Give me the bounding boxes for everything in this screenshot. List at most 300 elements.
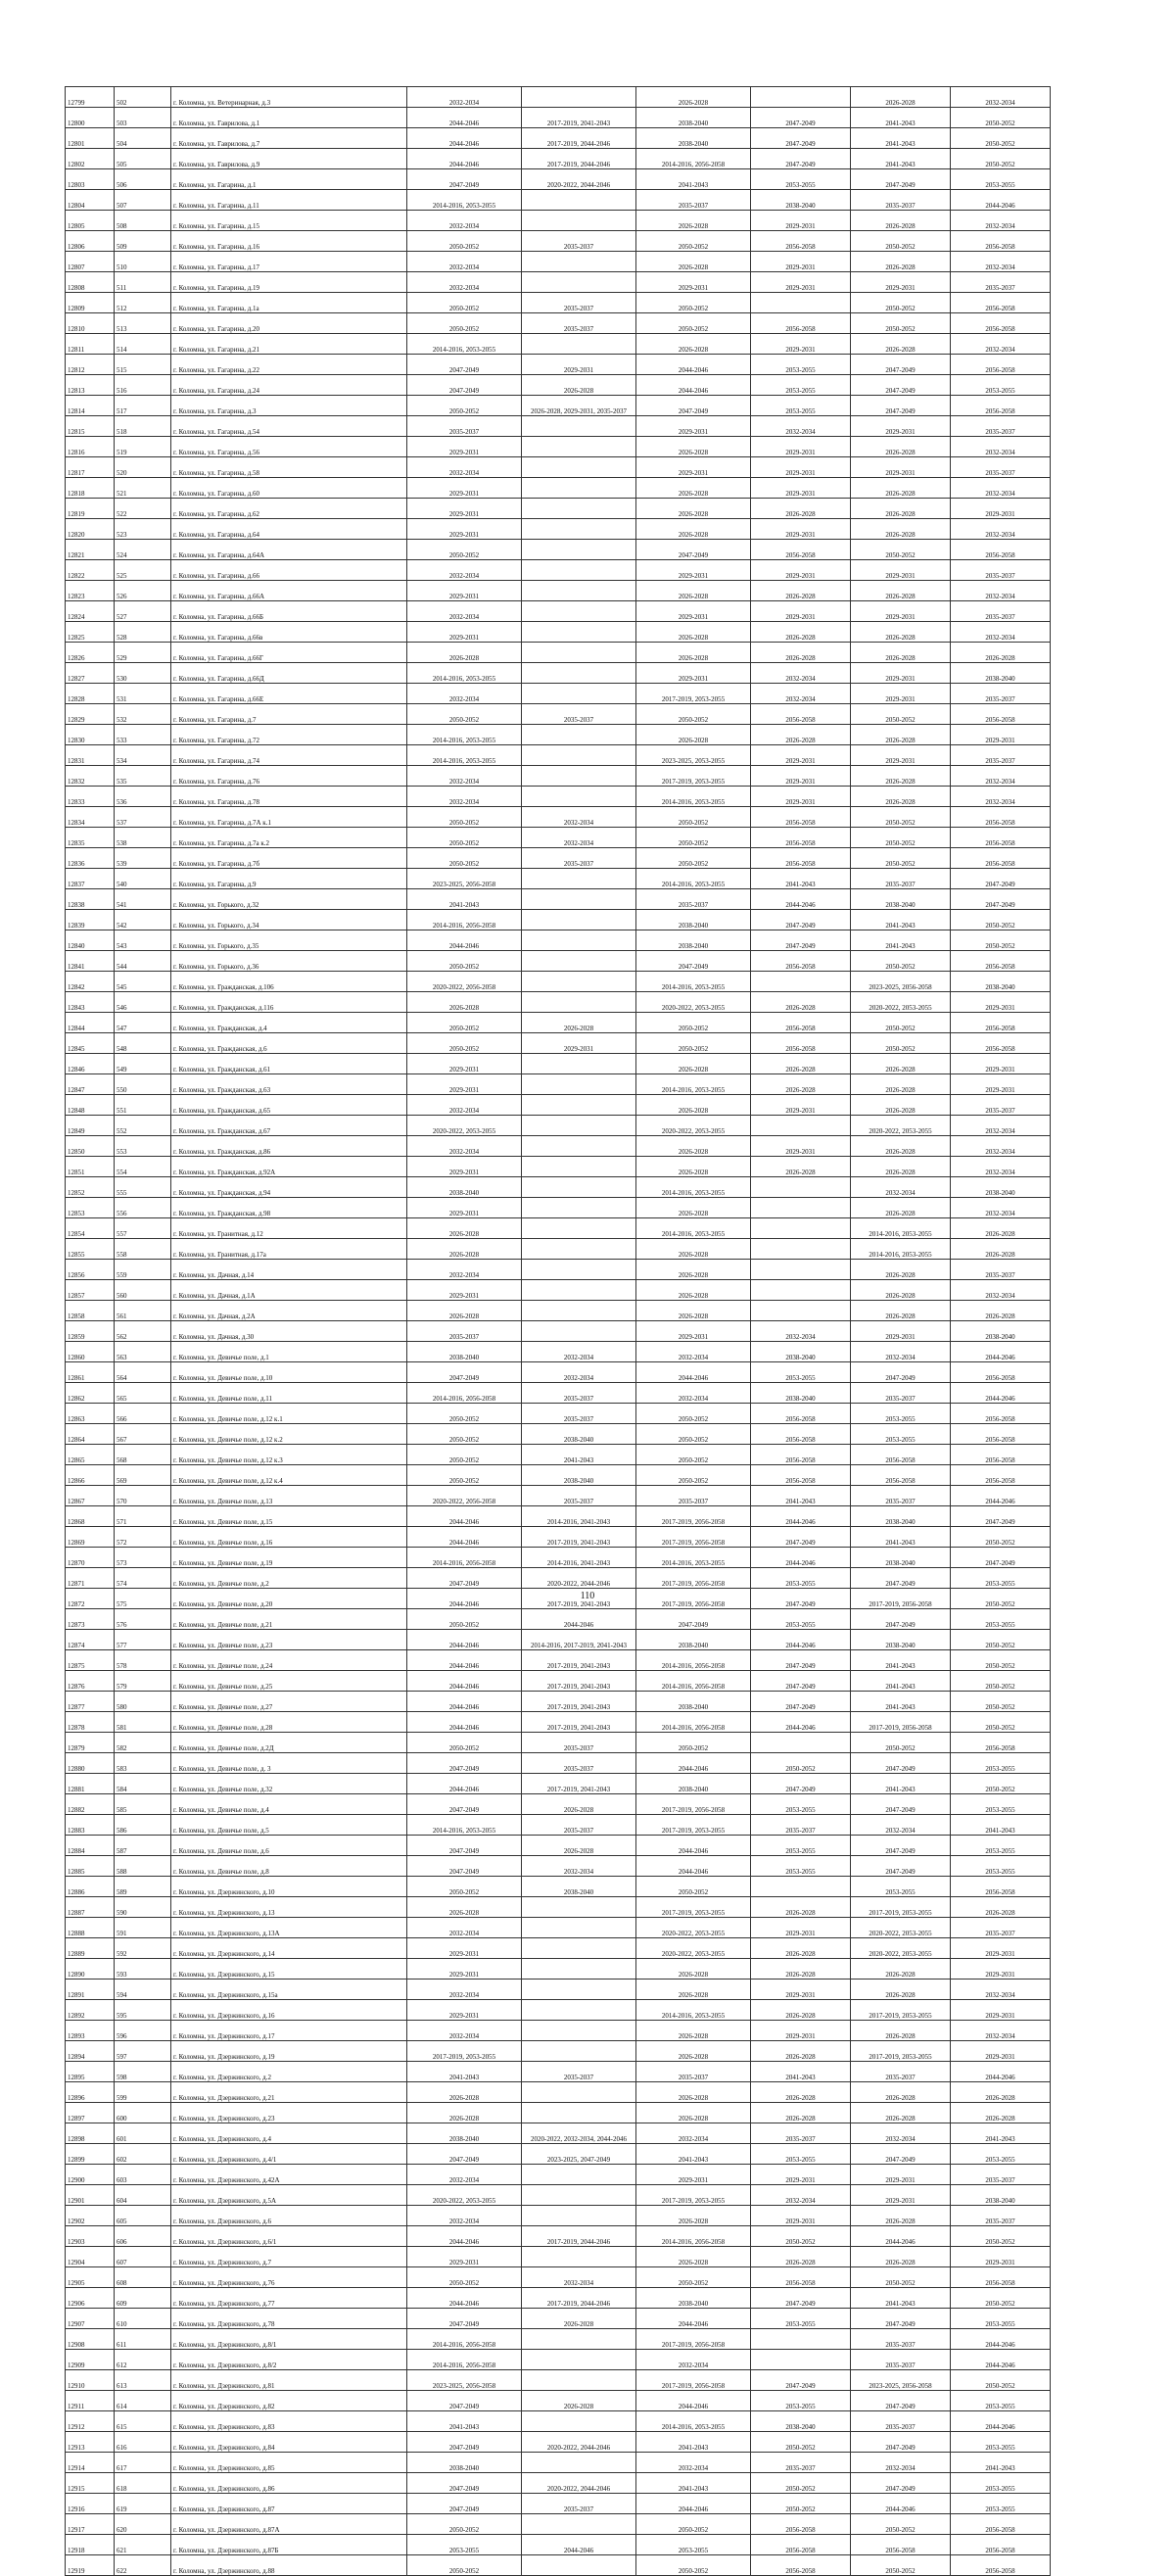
row-id-cell: 12916 <box>66 2494 115 2514</box>
period-cell: 2056-2058 <box>951 1404 1051 1424</box>
period-cell: 2032-2034 <box>851 1815 951 1836</box>
table-row <box>66 2391 1051 2411</box>
period-cell: 2029-2031 <box>407 1959 522 1980</box>
table-row <box>66 519 1051 540</box>
period-cell: 2038-2040 <box>951 1177 1051 1198</box>
period-cell: 2047-2049 <box>851 375 951 396</box>
period-cell: 2026-2028 <box>636 2082 751 2103</box>
period-cell: 2044-2046 <box>751 1630 851 1650</box>
row-id-cell: 12856 <box>66 1260 115 1280</box>
period-cell: 2032-2034 <box>951 437 1051 457</box>
period-cell: 2035-2037 <box>522 1753 636 1774</box>
table-row <box>66 437 1051 457</box>
period-cell: 2047-2049 <box>751 1527 851 1548</box>
period-cell: 2050-2052 <box>407 951 522 972</box>
period-cell: 2035-2037 <box>951 560 1051 581</box>
address-cell: г. Коломна, ул. Девичье поле, д.21 <box>171 1609 407 1630</box>
period-cell: 2035-2037 <box>851 2350 951 2370</box>
period-cell: 2029-2031 <box>951 1074 1051 1095</box>
row-number-cell: 557 <box>115 1218 171 1239</box>
period-cell: 2053-2055 <box>751 169 851 190</box>
address-cell: г. Коломна, ул. Дзержинского, д.87Б <box>171 2535 407 2555</box>
period-cell: 2014-2016, 2053-2055 <box>636 2411 751 2432</box>
period-cell: 2038-2040 <box>751 190 851 211</box>
period-cell: 2020-2022, 2044-2046 <box>522 1568 636 1589</box>
table-row <box>66 87 1051 108</box>
period-cell: 2050-2052 <box>851 951 951 972</box>
period-cell: 2026-2028 <box>851 1054 951 1074</box>
table-row <box>66 889 1051 910</box>
row-number-cell: 579 <box>115 1671 171 1692</box>
row-number-cell: 565 <box>115 1383 171 1404</box>
period-cell: 2050-2052 <box>407 807 522 828</box>
period-cell: 2041-2043 <box>851 1527 951 1548</box>
period-cell: 2038-2040 <box>751 1342 851 1362</box>
address-cell: г. Коломна, ул. Девичье поле, д.32 <box>171 1774 407 1794</box>
period-cell <box>522 663 636 684</box>
row-id-cell: 12907 <box>66 2309 115 2329</box>
period-cell: 2017-2019, 2056-2058 <box>636 1589 751 1609</box>
table-row <box>66 313 1051 334</box>
period-cell: 2035-2037 <box>951 1095 1051 1116</box>
address-cell: г. Коломна, ул. Гагарина, д.11 <box>171 190 407 211</box>
period-cell: 2029-2031 <box>522 1033 636 1054</box>
period-cell <box>751 1301 851 1321</box>
period-cell: 2053-2055 <box>751 1609 851 1630</box>
row-id-cell: 12799 <box>66 87 115 108</box>
row-number-cell: 503 <box>115 108 171 128</box>
period-cell: 2026-2028 <box>636 1239 751 1260</box>
period-cell: 2026-2028 <box>951 1301 1051 1321</box>
period-cell: 2032-2034 <box>636 1383 751 1404</box>
period-cell <box>522 1918 636 1938</box>
period-cell: 2047-2049 <box>951 1548 1051 1568</box>
address-cell: г. Коломна, ул. Гражданская, д.4 <box>171 1013 407 1033</box>
period-cell: 2050-2052 <box>636 313 751 334</box>
row-id-cell: 12877 <box>66 1692 115 1712</box>
period-cell: 2038-2040 <box>636 1692 751 1712</box>
period-cell: 2029-2031 <box>751 437 851 457</box>
period-cell: 2047-2049 <box>407 2494 522 2514</box>
period-cell: 2053-2055 <box>951 1856 1051 1877</box>
table-row <box>66 1877 1051 1897</box>
period-cell: 2056-2058 <box>751 848 851 869</box>
period-cell: 2020-2022, 2044-2046 <box>522 2473 636 2494</box>
period-cell: 2029-2031 <box>951 1959 1051 1980</box>
period-cell: 2032-2034 <box>951 211 1051 231</box>
period-cell: 2044-2046 <box>851 2226 951 2247</box>
table-row <box>66 2247 1051 2267</box>
period-cell: 2026-2028 <box>522 1794 636 1815</box>
row-id-cell: 12896 <box>66 2082 115 2103</box>
period-cell: 2047-2049 <box>851 1568 951 1589</box>
row-id-cell: 12897 <box>66 2103 115 2123</box>
row-id-cell: 12808 <box>66 272 115 293</box>
period-cell: 2026-2028 <box>851 334 951 355</box>
period-cell: 2026-2028 <box>751 643 851 663</box>
period-cell: 2029-2031 <box>751 787 851 807</box>
address-cell: г. Коломна, ул. Гагарина, д.22 <box>171 355 407 375</box>
address-cell: г. Коломна, ул. Дзержинского, д.8/1 <box>171 2329 407 2350</box>
period-cell <box>522 211 636 231</box>
address-cell: г. Коломна, ул. Гагарина, д.17 <box>171 252 407 272</box>
period-cell: 2035-2037 <box>407 416 522 437</box>
period-cell: 2020-2022, 2056-2058 <box>407 972 522 992</box>
period-cell: 2023-2025, 2056-2058 <box>851 972 951 992</box>
period-cell: 2050-2052 <box>851 231 951 252</box>
period-cell: 2017-2019, 2041-2043 <box>522 1692 636 1712</box>
row-id-cell: 12850 <box>66 1136 115 1157</box>
address-cell: г. Коломна, ул. Гагарина, д.66Е <box>171 684 407 704</box>
period-cell: 2032-2034 <box>407 601 522 622</box>
period-cell: 2032-2034 <box>407 1260 522 1280</box>
period-cell: 2050-2052 <box>407 848 522 869</box>
row-number-cell: 554 <box>115 1157 171 1177</box>
row-number-cell: 606 <box>115 2226 171 2247</box>
period-cell: 2029-2031 <box>851 457 951 478</box>
period-cell: 2038-2040 <box>636 108 751 128</box>
row-id-cell: 12807 <box>66 252 115 272</box>
period-cell: 2056-2058 <box>851 1465 951 1486</box>
period-cell: 2026-2028 <box>851 519 951 540</box>
table-row <box>66 1609 1051 1630</box>
period-cell: 2056-2058 <box>951 951 1051 972</box>
period-cell: 2047-2049 <box>751 1650 851 1671</box>
period-cell <box>751 1239 851 1260</box>
period-cell: 2029-2031 <box>751 519 851 540</box>
period-cell: 2050-2052 <box>636 704 751 725</box>
period-cell: 2038-2040 <box>407 2123 522 2144</box>
table-row <box>66 1465 1051 1486</box>
table-row <box>66 2021 1051 2041</box>
row-id-cell: 12915 <box>66 2473 115 2494</box>
period-cell <box>522 1095 636 1116</box>
period-cell: 2029-2031 <box>407 1074 522 1095</box>
period-cell: 2047-2049 <box>636 1609 751 1630</box>
row-id-cell: 12888 <box>66 1918 115 1938</box>
period-cell: 2032-2034 <box>951 1198 1051 1218</box>
address-cell: г. Коломна, ул. Девичье поле, д.8 <box>171 1856 407 1877</box>
row-number-cell: 510 <box>115 252 171 272</box>
period-cell: 2050-2052 <box>851 2555 951 2576</box>
table-row <box>66 1568 1051 1589</box>
period-cell: 2026-2028 <box>407 2082 522 2103</box>
address-cell: г. Коломна, ул. Девичье поле, д.12 к.4 <box>171 1465 407 1486</box>
row-id-cell: 12820 <box>66 519 115 540</box>
period-cell: 2038-2040 <box>407 2453 522 2473</box>
period-cell: 2053-2055 <box>407 2535 522 2555</box>
table-row <box>66 2535 1051 2555</box>
period-cell <box>522 2514 636 2535</box>
row-number-cell: 616 <box>115 2432 171 2453</box>
period-cell: 2044-2046 <box>751 889 851 910</box>
period-cell: 2035-2037 <box>951 416 1051 437</box>
row-number-cell: 574 <box>115 1568 171 1589</box>
row-number-cell: 541 <box>115 889 171 910</box>
address-cell: г. Коломна, ул. Дзержинского, д.15 <box>171 1959 407 1980</box>
period-cell: 2026-2028 <box>636 211 751 231</box>
period-cell: 2029-2031 <box>407 519 522 540</box>
period-cell: 2014-2016, 2056-2058 <box>407 1548 522 1568</box>
period-cell: 2023-2025, 2053-2055 <box>636 745 751 766</box>
period-cell <box>522 1074 636 1095</box>
period-cell: 2047-2049 <box>751 149 851 169</box>
row-number-cell: 536 <box>115 787 171 807</box>
period-cell: 2032-2034 <box>522 2267 636 2288</box>
row-id-cell: 12817 <box>66 457 115 478</box>
table-row <box>66 1836 1051 1856</box>
period-cell: 2047-2049 <box>851 396 951 416</box>
period-cell: 2032-2034 <box>951 622 1051 643</box>
period-cell: 2056-2058 <box>751 1424 851 1445</box>
period-cell: 2029-2031 <box>407 581 522 601</box>
row-id-cell: 12899 <box>66 2144 115 2165</box>
address-cell: г. Коломна, ул. Горького, д.32 <box>171 889 407 910</box>
period-cell: 2050-2052 <box>951 2288 1051 2309</box>
row-number-cell: 608 <box>115 2267 171 2288</box>
period-cell: 2029-2031 <box>636 601 751 622</box>
period-cell: 2047-2049 <box>407 2391 522 2411</box>
period-cell: 2026-2028 <box>636 1157 751 1177</box>
table-row <box>66 2226 1051 2247</box>
period-cell <box>522 910 636 930</box>
period-cell: 2056-2058 <box>951 2267 1051 2288</box>
period-cell: 2047-2049 <box>851 1794 951 1815</box>
table-row <box>66 1095 1051 1116</box>
row-number-cell: 603 <box>115 2165 171 2185</box>
period-cell: 2017-2019, 2053-2055 <box>636 1897 751 1918</box>
address-cell: г. Коломна, ул. Гагарина, д.78 <box>171 787 407 807</box>
table-row <box>66 1013 1051 1033</box>
period-cell <box>751 293 851 313</box>
period-cell: 2017-2019, 2041-2043 <box>522 1671 636 1692</box>
period-cell: 2014-2016, 2056-2058 <box>407 1383 522 1404</box>
period-cell: 2026-2028 <box>636 87 751 108</box>
row-id-cell: 12810 <box>66 313 115 334</box>
page-number: 110 <box>580 1591 595 1601</box>
address-cell: г. Коломна, ул. Дзержинского, д.15а <box>171 1980 407 2000</box>
period-cell: 2035-2037 <box>522 1404 636 1424</box>
table-row <box>66 1959 1051 1980</box>
table-row <box>66 1856 1051 1877</box>
address-cell: г. Коломна, ул. Горького, д.34 <box>171 910 407 930</box>
period-cell: 2053-2055 <box>751 1856 851 1877</box>
period-cell: 2026-2028 <box>636 2041 751 2062</box>
period-cell: 2017-2019, 2056-2058 <box>636 1794 751 1815</box>
period-cell: 2026-2028 <box>636 1959 751 1980</box>
row-id-cell: 12885 <box>66 1856 115 1877</box>
period-cell: 2014-2016, 2053-2055 <box>636 1218 751 1239</box>
row-number-cell: 558 <box>115 1239 171 1260</box>
row-id-cell: 12878 <box>66 1712 115 1733</box>
period-cell: 2017-2019, 2041-2043 <box>522 1712 636 1733</box>
period-cell: 2035-2037 <box>751 2123 851 2144</box>
period-cell: 2032-2034 <box>951 519 1051 540</box>
row-number-cell: 568 <box>115 1445 171 1465</box>
address-cell: г. Коломна, ул. Девичье поле, д.6 <box>171 1836 407 1856</box>
row-id-cell: 12826 <box>66 643 115 663</box>
table-row <box>66 396 1051 416</box>
period-cell: 2035-2037 <box>522 704 636 725</box>
row-id-cell: 12911 <box>66 2391 115 2411</box>
period-cell: 2029-2031 <box>751 211 851 231</box>
row-id-cell: 12883 <box>66 1815 115 1836</box>
period-cell <box>522 2185 636 2206</box>
address-cell: г. Коломна, ул. Девичье поле, д.2 <box>171 1568 407 1589</box>
table-row <box>66 1671 1051 1692</box>
period-cell: 2053-2055 <box>951 375 1051 396</box>
period-cell: 2038-2040 <box>851 1548 951 1568</box>
table-row <box>66 930 1051 951</box>
row-id-cell: 12816 <box>66 437 115 457</box>
address-cell: г. Коломна, ул. Дзержинского, д.16 <box>171 2000 407 2021</box>
period-cell <box>522 1321 636 1342</box>
row-id-cell: 12818 <box>66 478 115 499</box>
period-cell: 2038-2040 <box>636 2288 751 2309</box>
period-cell <box>522 1301 636 1321</box>
period-cell: 2020-2022, 2053-2055 <box>636 992 751 1013</box>
row-id-cell: 12841 <box>66 951 115 972</box>
table-row <box>66 972 1051 992</box>
table-row <box>66 149 1051 169</box>
period-cell: 2020-2022, 2053-2055 <box>851 1116 951 1136</box>
period-cell: 2056-2058 <box>951 704 1051 725</box>
period-cell: 2050-2052 <box>407 231 522 252</box>
row-number-cell: 594 <box>115 1980 171 2000</box>
period-cell: 2026-2028 <box>851 1074 951 1095</box>
period-cell: 2056-2058 <box>951 540 1051 560</box>
period-cell: 2026-2028 <box>951 1239 1051 1260</box>
row-id-cell: 12838 <box>66 889 115 910</box>
period-cell: 2035-2037 <box>951 2206 1051 2226</box>
period-cell: 2035-2037 <box>951 1918 1051 1938</box>
row-id-cell: 12833 <box>66 787 115 807</box>
row-number-cell: 560 <box>115 1280 171 1301</box>
table-row <box>66 869 1051 889</box>
address-cell: г. Коломна, ул. Гражданская, д.94 <box>171 1177 407 1198</box>
period-cell: 2029-2031 <box>951 2041 1051 2062</box>
address-cell: г. Коломна, ул. Гагарина, д.7а к.2 <box>171 828 407 848</box>
period-cell: 2017-2019, 2044-2046 <box>522 149 636 169</box>
period-cell: 2047-2049 <box>407 1856 522 1877</box>
address-cell: г. Коломна, ул. Девичье поле, д.12 к.2 <box>171 1424 407 1445</box>
period-cell: 2032-2034 <box>951 2021 1051 2041</box>
period-cell <box>522 519 636 540</box>
row-id-cell: 12834 <box>66 807 115 828</box>
period-cell: 2023-2025, 2056-2058 <box>851 2370 951 2391</box>
period-cell <box>522 869 636 889</box>
period-cell: 2026-2028 <box>636 519 751 540</box>
row-number-cell: 520 <box>115 457 171 478</box>
row-number-cell: 596 <box>115 2021 171 2041</box>
period-cell <box>751 972 851 992</box>
address-cell: г. Коломна, ул. Девичье поле, д.15 <box>171 1506 407 1527</box>
period-cell: 2041-2043 <box>636 2144 751 2165</box>
row-id-cell: 12831 <box>66 745 115 766</box>
period-cell: 2035-2037 <box>522 2062 636 2082</box>
period-cell: 2056-2058 <box>951 1362 1051 1383</box>
period-cell: 2026-2028 <box>407 1239 522 1260</box>
period-cell: 2017-2019, 2053-2055 <box>407 2041 522 2062</box>
row-number-cell: 517 <box>115 396 171 416</box>
table-row <box>66 1074 1051 1095</box>
period-cell: 2026-2028 <box>851 437 951 457</box>
row-id-cell: 12871 <box>66 1568 115 1589</box>
row-number-cell: 523 <box>115 519 171 540</box>
row-id-cell: 12875 <box>66 1650 115 1671</box>
table-row <box>66 2329 1051 2350</box>
period-cell: 2053-2055 <box>951 2144 1051 2165</box>
row-number-cell: 563 <box>115 1342 171 1362</box>
address-cell: г. Коломна, ул. Дачная, д.30 <box>171 1321 407 1342</box>
period-cell: 2047-2049 <box>751 128 851 149</box>
period-cell: 2026-2028 <box>522 375 636 396</box>
row-id-cell: 12847 <box>66 1074 115 1095</box>
row-id-cell: 12846 <box>66 1054 115 1074</box>
period-cell: 2026-2028 <box>636 1280 751 1301</box>
period-cell: 2026-2028 <box>407 1218 522 1239</box>
row-id-cell: 12882 <box>66 1794 115 1815</box>
row-number-cell: 511 <box>115 272 171 293</box>
period-cell: 2050-2052 <box>751 2226 851 2247</box>
period-cell: 2032-2034 <box>522 1856 636 1877</box>
period-cell: 2029-2031 <box>636 560 751 581</box>
period-cell: 2029-2031 <box>407 1938 522 1959</box>
period-cell: 2047-2049 <box>851 2473 951 2494</box>
period-cell <box>522 2206 636 2226</box>
period-cell <box>522 2411 636 2432</box>
period-cell: 2050-2052 <box>851 704 951 725</box>
table-row <box>66 169 1051 190</box>
period-cell: 2026-2028 <box>851 1095 951 1116</box>
address-cell: г. Коломна, ул. Гражданская, д.6 <box>171 1033 407 1054</box>
period-cell: 2038-2040 <box>751 2411 851 2432</box>
row-number-cell: 578 <box>115 1650 171 1671</box>
row-id-cell: 12884 <box>66 1836 115 1856</box>
row-id-cell: 12914 <box>66 2453 115 2473</box>
address-cell: г. Коломна, ул. Гагарина, д.72 <box>171 725 407 745</box>
period-cell: 2029-2031 <box>751 560 851 581</box>
period-cell: 2014-2016, 2056-2058 <box>407 910 522 930</box>
table-row <box>66 1815 1051 1836</box>
period-cell: 2032-2034 <box>636 2350 751 2370</box>
period-cell: 2029-2031 <box>407 1280 522 1301</box>
period-cell: 2050-2052 <box>851 1013 951 1033</box>
table-row <box>66 684 1051 704</box>
period-cell: 2026-2028 <box>407 1897 522 1918</box>
period-cell <box>522 2021 636 2041</box>
row-number-cell: 507 <box>115 190 171 211</box>
period-cell: 2023-2025, 2047-2049 <box>522 2144 636 2165</box>
period-cell: 2029-2031 <box>751 2165 851 2185</box>
row-number-cell: 622 <box>115 2555 171 2576</box>
address-cell: г. Коломна, ул. Гагарина, д.7б <box>171 848 407 869</box>
table-row <box>66 375 1051 396</box>
address-cell: г. Коломна, ул. Дзержинского, д.85 <box>171 2453 407 2473</box>
period-cell: 2014-2016, 2053-2055 <box>636 972 751 992</box>
address-cell: г. Коломна, ул. Дзержинского, д.84 <box>171 2432 407 2453</box>
row-number-cell: 611 <box>115 2329 171 2350</box>
period-cell: 2053-2055 <box>951 2391 1051 2411</box>
period-cell: 2044-2046 <box>407 1692 522 1712</box>
period-cell: 2050-2052 <box>636 1465 751 1486</box>
period-cell: 2041-2043 <box>851 1650 951 1671</box>
row-id-cell: 12910 <box>66 2370 115 2391</box>
address-cell: г. Коломна, ул. Дзержинского, д.76 <box>171 2267 407 2288</box>
period-cell: 2032-2034 <box>522 1362 636 1383</box>
row-id-cell: 12802 <box>66 149 115 169</box>
period-cell: 2017-2019, 2053-2055 <box>851 2041 951 2062</box>
